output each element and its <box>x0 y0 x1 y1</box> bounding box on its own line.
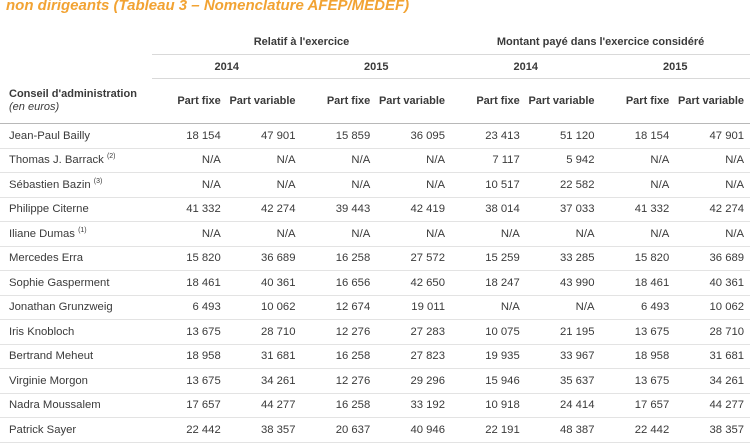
table-cell: 42 274 <box>227 197 302 222</box>
table-cell: 51 120 <box>526 124 601 149</box>
member-name-text: Thomas J. Barrack <box>9 154 104 166</box>
member-name-text: Nadra Moussalem <box>9 399 101 411</box>
table-cell: 13 675 <box>601 320 676 345</box>
table-cell: 28 710 <box>227 320 302 345</box>
table-cell: N/A <box>376 148 451 173</box>
table-cell: 15 820 <box>601 246 676 271</box>
table-cell: N/A <box>376 222 451 247</box>
board-member-name <box>0 418 152 443</box>
compensation-table <box>0 30 750 443</box>
member-name-text: Jonathan Grunzweig <box>9 301 113 313</box>
column-header: Part fixe <box>451 79 526 124</box>
column-header: Part variable <box>675 79 750 124</box>
board-member-name <box>0 271 152 296</box>
table-cell: N/A <box>526 222 601 247</box>
table-row <box>0 124 750 149</box>
table-cell: 42 419 <box>376 197 451 222</box>
table-cell: 24 414 <box>526 393 601 418</box>
table-row <box>0 320 750 345</box>
table-cell: 10 075 <box>451 320 526 345</box>
table-cell: 17 657 <box>601 393 676 418</box>
header-spacer <box>0 30 152 55</box>
table-cell: 12 276 <box>302 320 377 345</box>
board-member-name <box>0 295 152 320</box>
group-header-montant-paye: Montant payé dans l'exercice considéré <box>451 30 750 55</box>
table-cell: N/A <box>376 173 451 198</box>
board-member-name <box>0 246 152 271</box>
table-cell: N/A <box>152 148 227 173</box>
board-member-name <box>0 173 152 198</box>
table-cell: N/A <box>227 173 302 198</box>
table-cell: 47 901 <box>227 124 302 149</box>
column-header: Part fixe <box>601 79 676 124</box>
table-cell: N/A <box>227 148 302 173</box>
table-cell: 10 517 <box>451 173 526 198</box>
member-name-text: Jean-Paul Bailly <box>9 130 90 142</box>
table-cell: 40 946 <box>376 418 451 443</box>
table-cell: 22 442 <box>601 418 676 443</box>
table-cell: 38 357 <box>227 418 302 443</box>
header-spacer <box>0 55 152 79</box>
table-cell: 13 675 <box>152 320 227 345</box>
table-cell: 18 154 <box>601 124 676 149</box>
board-member-name <box>0 148 152 173</box>
table-cell: 7 117 <box>451 148 526 173</box>
table-cell: 12 276 <box>302 369 377 394</box>
table-cell: 10 062 <box>675 295 750 320</box>
table-cell: 5 942 <box>526 148 601 173</box>
year-header: 2015 <box>601 55 750 79</box>
table-cell: 27 283 <box>376 320 451 345</box>
table-cell: 27 823 <box>376 344 451 369</box>
table-cell: 12 674 <box>302 295 377 320</box>
table-cell: N/A <box>675 222 750 247</box>
member-name-text: Virginie Morgon <box>9 375 88 387</box>
table-cell: 18 154 <box>152 124 227 149</box>
table-body <box>0 124 750 443</box>
table-cell: 16 258 <box>302 393 377 418</box>
table-cell: 18 461 <box>601 271 676 296</box>
table-cell: 47 901 <box>675 124 750 149</box>
table-cell: 36 095 <box>376 124 451 149</box>
table-cell: 21 195 <box>526 320 601 345</box>
table-cell: N/A <box>302 173 377 198</box>
table-cell: N/A <box>227 222 302 247</box>
table-cell: 18 958 <box>152 344 227 369</box>
table-cell: N/A <box>601 173 676 198</box>
table-cell: 42 274 <box>675 197 750 222</box>
table-row <box>0 393 750 418</box>
table-row <box>0 344 750 369</box>
table-cell: 34 261 <box>675 369 750 394</box>
member-name-text: Sébastien Bazin <box>9 179 91 191</box>
table-row <box>0 173 750 198</box>
table-cell: 10 918 <box>451 393 526 418</box>
table-cell: 13 675 <box>152 369 227 394</box>
table-cell: 38 014 <box>451 197 526 222</box>
member-name-text: Iris Knobloch <box>9 326 74 338</box>
group-header-relatif: Relatif à l'exercice <box>152 30 451 55</box>
board-member-name <box>0 124 152 149</box>
table-cell: 23 413 <box>451 124 526 149</box>
table-cell: 39 443 <box>302 197 377 222</box>
table-row <box>0 369 750 394</box>
footnote-marker: (1) <box>78 227 87 234</box>
year-header: 2014 <box>451 55 601 79</box>
table-cell: 42 650 <box>376 271 451 296</box>
table-cell: 6 493 <box>152 295 227 320</box>
table-cell: N/A <box>451 222 526 247</box>
table-row <box>0 222 750 247</box>
table-row <box>0 197 750 222</box>
table-cell: 18 461 <box>152 271 227 296</box>
table-cell: 29 296 <box>376 369 451 394</box>
table-cell: 27 572 <box>376 246 451 271</box>
member-name-text: Mercedes Erra <box>9 252 83 264</box>
year-header: 2015 <box>302 55 452 79</box>
table-cell: 20 637 <box>302 418 377 443</box>
table-cell: 16 258 <box>302 344 377 369</box>
table-cell: 22 442 <box>152 418 227 443</box>
member-name-text: Patrick Sayer <box>9 424 76 436</box>
column-header: Part variable <box>376 79 451 124</box>
corner-label: Conseil d'administration <box>9 88 137 100</box>
board-member-name <box>0 222 152 247</box>
table-cell: 17 657 <box>152 393 227 418</box>
table-cell: N/A <box>526 295 601 320</box>
table-cell: 40 361 <box>227 271 302 296</box>
footnote-marker: (2) <box>107 153 116 160</box>
member-name-text: Bertrand Meheut <box>9 350 93 362</box>
table-cell: 48 387 <box>526 418 601 443</box>
table-row <box>0 418 750 443</box>
table-row <box>0 295 750 320</box>
table-cell: 19 935 <box>451 344 526 369</box>
table-cell: 28 710 <box>675 320 750 345</box>
table-cell: 44 277 <box>227 393 302 418</box>
table-cell: 33 192 <box>376 393 451 418</box>
table-cell: 6 493 <box>601 295 676 320</box>
table-cell: N/A <box>451 295 526 320</box>
footnote-marker: (3) <box>94 178 103 185</box>
table-cell: N/A <box>152 173 227 198</box>
column-header: Part variable <box>227 79 302 124</box>
board-member-name <box>0 197 152 222</box>
corner-header <box>0 79 152 124</box>
table-cell: 18 247 <box>451 271 526 296</box>
table-cell: 19 011 <box>376 295 451 320</box>
table-cell: N/A <box>601 222 676 247</box>
corner-sublabel: (en euros) <box>9 101 152 114</box>
table-row <box>0 271 750 296</box>
table-cell: N/A <box>675 173 750 198</box>
table-cell: 33 967 <box>526 344 601 369</box>
table-cell: N/A <box>302 222 377 247</box>
table-cell: N/A <box>152 222 227 247</box>
table-cell: 40 361 <box>675 271 750 296</box>
board-member-name <box>0 320 152 345</box>
table-cell: N/A <box>601 148 676 173</box>
table-row <box>0 246 750 271</box>
table-cell: 15 859 <box>302 124 377 149</box>
table-cell: 36 689 <box>227 246 302 271</box>
table-cell: 13 675 <box>601 369 676 394</box>
table-cell: 41 332 <box>152 197 227 222</box>
member-name-text: Iliane Dumas <box>9 228 75 240</box>
table-cell: 34 261 <box>227 369 302 394</box>
member-name-text: Philippe Citerne <box>9 203 89 215</box>
table-cell: N/A <box>675 148 750 173</box>
table-cell: 44 277 <box>675 393 750 418</box>
table-cell: 16 656 <box>302 271 377 296</box>
table-cell: 36 689 <box>675 246 750 271</box>
year-header: 2014 <box>152 55 302 79</box>
table-cell: N/A <box>302 148 377 173</box>
table-cell: 22 191 <box>451 418 526 443</box>
board-member-name <box>0 344 152 369</box>
table-cell: 16 258 <box>302 246 377 271</box>
column-header: Part fixe <box>302 79 377 124</box>
table-cell: 37 033 <box>526 197 601 222</box>
table-row <box>0 148 750 173</box>
column-header: Part variable <box>526 79 601 124</box>
table-cell: 15 820 <box>152 246 227 271</box>
board-member-name <box>0 393 152 418</box>
table-cell: 38 357 <box>675 418 750 443</box>
table-cell: 18 958 <box>601 344 676 369</box>
column-header: Part fixe <box>152 79 227 124</box>
table-cell: 10 062 <box>227 295 302 320</box>
column-header-row <box>0 79 750 124</box>
table-cell: 22 582 <box>526 173 601 198</box>
table-cell: 33 285 <box>526 246 601 271</box>
table-cell: 15 259 <box>451 246 526 271</box>
table-cell: 31 681 <box>675 344 750 369</box>
table-cell: 35 637 <box>526 369 601 394</box>
member-name-text: Sophie Gasperment <box>9 277 109 289</box>
table-cell: 15 946 <box>451 369 526 394</box>
table-cell: 41 332 <box>601 197 676 222</box>
board-member-name <box>0 369 152 394</box>
page-title: non dirigeants (Tableau 3 – Nomenclature AFEP/MEDEF) <box>6 0 409 14</box>
table-cell: 43 990 <box>526 271 601 296</box>
table-cell: 31 681 <box>227 344 302 369</box>
